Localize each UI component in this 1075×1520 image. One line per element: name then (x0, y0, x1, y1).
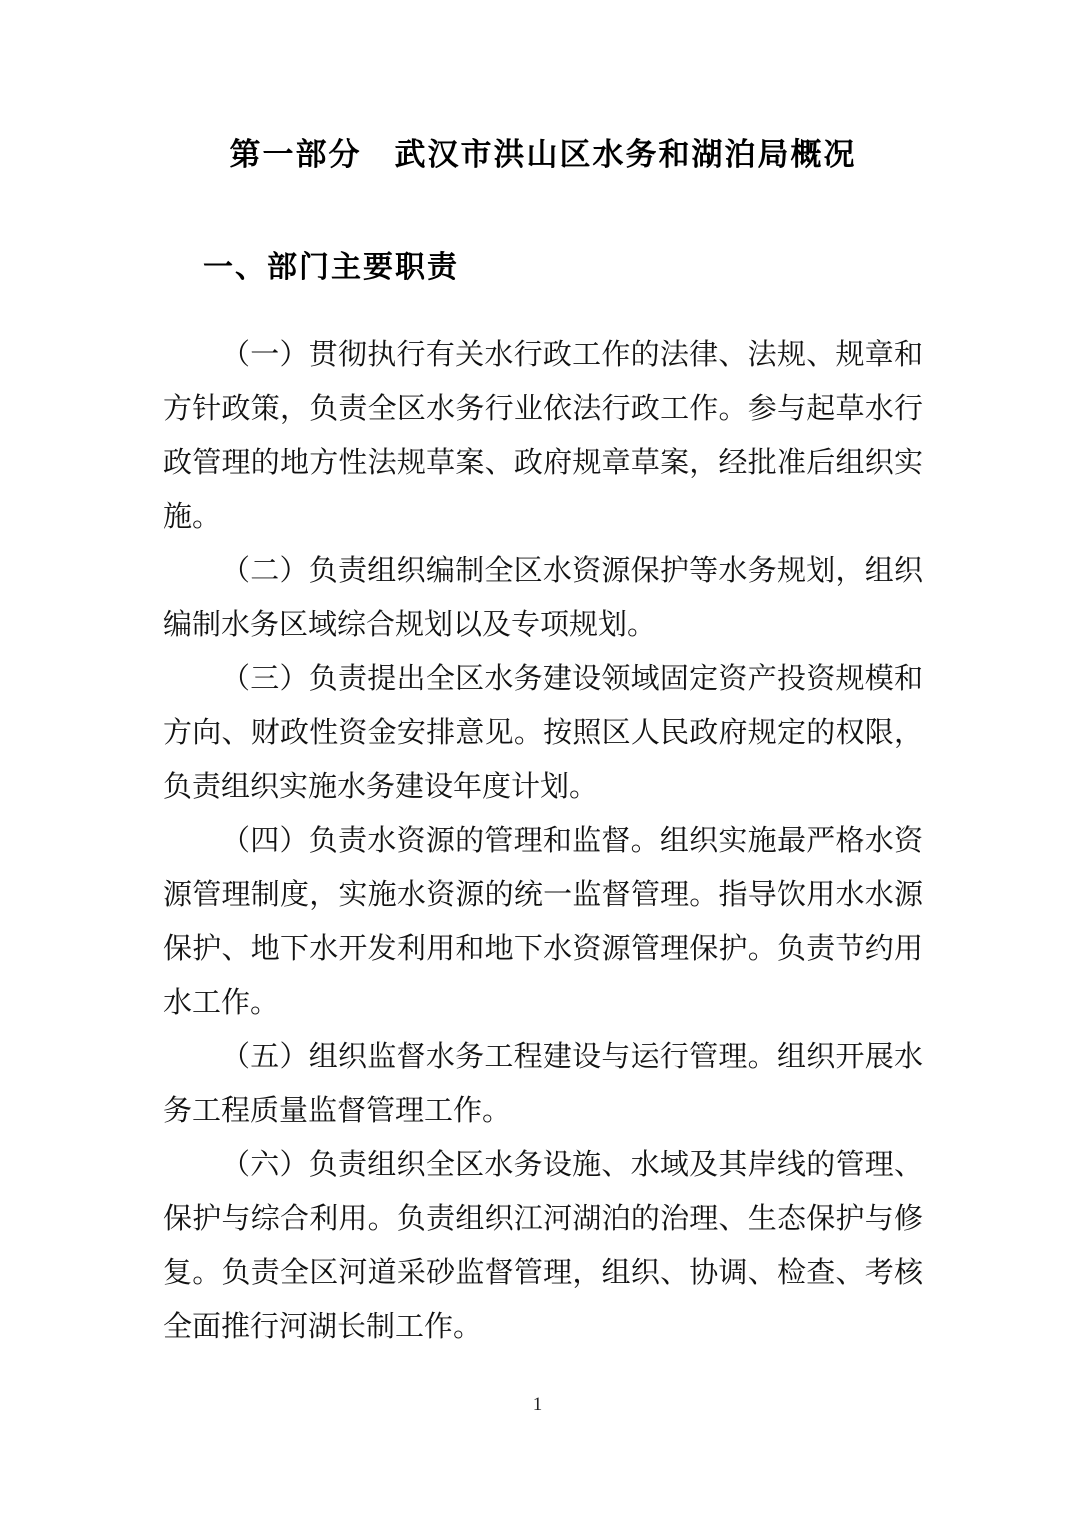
section-heading: 一、部门主要职责 (203, 251, 459, 284)
document-body (163, 328, 923, 1354)
paragraph-6: （六）负责组织全区水务设施、水域及其岸线的管理、保护与综合利用。负责组织江河湖泊的治理、生态保护与修复。负责全区河道采砂监督管理，组织、协调、检查、考核全面推行河湖长制工作。 (163, 1149, 923, 1343)
paragraph-2: （二）负责组织编制全区水资源保护等水务规划，组织编制水务区域综合规划以及专项规划。 (163, 555, 923, 641)
paragraph-5: （五）组织监督水务工程建设与运行管理。组织开展水务工程质量监督管理工作。 (163, 1041, 923, 1127)
paragraph-1: （一）贯彻执行有关水行政工作的法律、法规、规章和方针政策，负责全区水务行业依法行政工作。参与起草水行政管理的地方性法规草案、政府规章草案，经批准后组织实施。 (163, 339, 923, 533)
paragraph-3: （三）负责提出全区水务建设领域固定资产投资规模和方向、财政性资金安排意见。按照区人民政府规定的权限，负责组织实施水务建设年度计划。 (163, 663, 923, 803)
page-number: 1 (532, 1394, 543, 1415)
paragraph-4: （四）负责水资源的管理和监督。组织实施最严格水资源管理制度，实施水资源的统一监督管理。指导饮用水水源保护、地下水开发利用和地下水资源管理保护。负责节约用水工作。 (163, 825, 923, 1019)
document-title: 第一部分 武汉市洪山区水务和湖泊局概况 (229, 137, 857, 172)
